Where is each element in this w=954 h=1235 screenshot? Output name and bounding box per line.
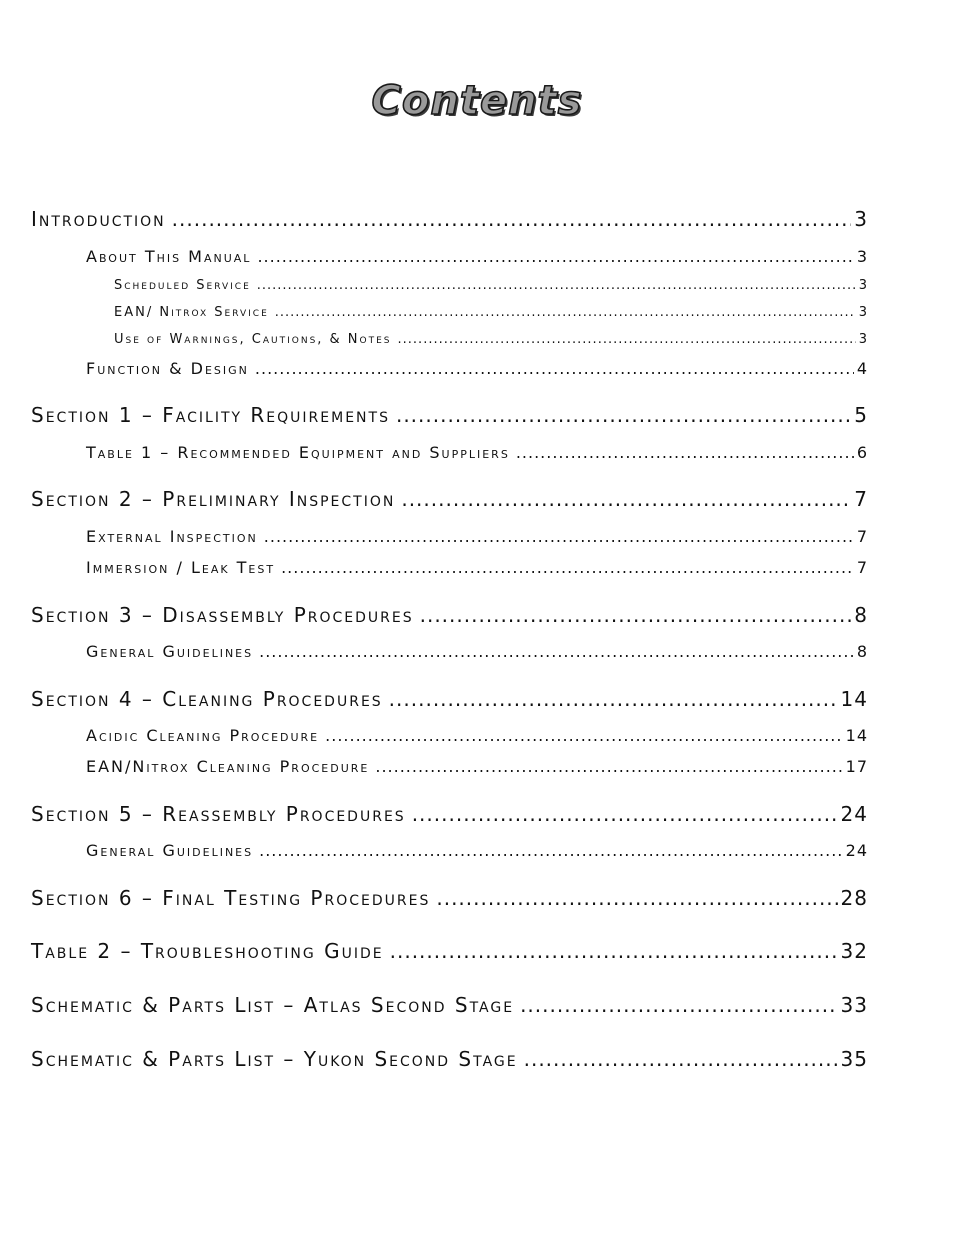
toc-entry-label: Schematic & Parts List – Atlas Second Stage	[31, 993, 515, 1017]
toc-entry-section-1[interactable]	[31, 405, 868, 425]
toc-entry-label: Section 3 – Disassembly Procedures	[31, 603, 414, 627]
toc-page-number: 6	[856, 443, 868, 462]
toc-entry-label: General Guidelines	[86, 642, 254, 661]
toc-page-number: 3	[856, 247, 868, 266]
dot-leader	[257, 249, 853, 265]
toc-entry-label: Schematic & Parts List – Yukon Second Stage	[31, 1047, 518, 1071]
dot-leader	[436, 888, 837, 908]
toc-entry-section-4[interactable]	[31, 689, 868, 709]
toc-entry-schematic-atlas[interactable]	[31, 995, 868, 1015]
toc-entry-label: Table 2 – Troubleshooting Guide	[31, 939, 384, 963]
toc-page-number: 8	[856, 642, 868, 661]
toc-entry-label: Section 5 – Reassembly Procedures	[31, 802, 406, 826]
dot-leader	[398, 333, 856, 346]
toc-page-number: 5	[854, 403, 868, 427]
toc-entry-general-guidelines-disassembly[interactable]	[86, 644, 868, 660]
toc-page-number: 17	[845, 757, 868, 776]
page-title: Contents	[371, 78, 583, 124]
toc-entry-warnings-cautions-notes[interactable]	[114, 333, 868, 346]
toc-entry-section-3[interactable]	[31, 605, 868, 625]
dot-leader	[259, 644, 854, 660]
dot-leader	[255, 361, 854, 377]
toc-entry-label: About This Manual	[86, 247, 252, 266]
toc-page-number: 7	[856, 558, 868, 577]
dot-leader	[275, 306, 856, 319]
toc-entry-external-inspection[interactable]	[86, 529, 868, 545]
toc-entry-immersion-leak-test[interactable]	[86, 560, 868, 576]
dot-leader	[281, 560, 854, 576]
toc-page-number: 7	[856, 527, 868, 546]
toc-page-number: 3	[858, 305, 868, 320]
toc-page-number: 28	[840, 886, 868, 910]
toc-entry-function-design[interactable]	[86, 361, 868, 377]
dot-leader	[375, 759, 842, 775]
toc-entry-label: General Guidelines	[86, 841, 254, 860]
toc-entry-label: Section 6 – Final Testing Procedures	[31, 886, 431, 910]
toc-entry-label: Section 1 – Facility Requirements	[31, 403, 390, 427]
toc-page-number: 3	[858, 278, 868, 293]
toc-entry-schematic-yukon[interactable]	[31, 1049, 868, 1069]
toc-entry-table-1[interactable]	[86, 445, 868, 461]
dot-leader	[389, 689, 838, 709]
toc-entry-section-5[interactable]	[31, 804, 868, 824]
dot-leader	[259, 843, 843, 859]
toc-entry-label: Scheduled Service	[114, 278, 251, 293]
dot-leader	[520, 995, 837, 1015]
toc-entry-general-guidelines-reassembly[interactable]	[86, 843, 868, 859]
toc-entry-label: Introduction	[31, 207, 166, 231]
toc-entry-scheduled-service[interactable]	[114, 279, 868, 292]
dot-leader	[325, 728, 843, 744]
toc-entry-label: Use of Warnings, Cautions, & Notes	[114, 332, 392, 347]
toc-page-number: 8	[854, 603, 868, 627]
dot-leader	[412, 804, 838, 824]
toc-entry-table-2[interactable]	[31, 941, 868, 961]
dot-leader	[420, 605, 852, 625]
toc-entry-introduction[interactable]	[31, 209, 868, 229]
toc-entry-acidic-cleaning[interactable]	[86, 728, 868, 744]
dot-leader	[524, 1049, 838, 1069]
toc-page-number: 3	[858, 332, 868, 347]
dot-leader	[401, 489, 851, 509]
toc-page-number: 24	[845, 841, 868, 860]
toc-page-number: 14	[845, 726, 868, 745]
toc-entry-label: Acidic Cleaning Procedure	[86, 726, 320, 745]
toc-entry-label: Section 4 – Cleaning Procedures	[31, 687, 383, 711]
toc-page-number: 32	[840, 939, 868, 963]
toc-page-number: 4	[856, 359, 868, 378]
toc-entry-label: Immersion / Leak Test	[86, 558, 276, 577]
toc-page-number: 14	[840, 687, 868, 711]
toc-entry-label: External Inspection	[86, 527, 258, 546]
dot-leader	[172, 209, 852, 229]
toc-page-number: 7	[854, 487, 868, 511]
toc-entry-nitrox-service[interactable]	[114, 306, 868, 319]
dot-leader	[516, 445, 854, 461]
toc-page-number: 33	[840, 993, 868, 1017]
toc-entry-label: EAN/ Nitrox Service	[114, 305, 269, 320]
toc-entry-section-6[interactable]	[31, 888, 868, 908]
dot-leader	[396, 405, 851, 425]
toc-page-number: 24	[840, 802, 868, 826]
toc-page-number: 35	[840, 1047, 868, 1071]
toc-entry-about-this-manual[interactable]	[86, 249, 868, 265]
dot-leader	[390, 941, 838, 961]
dot-leader	[257, 279, 856, 292]
toc-entry-label: EAN/Nitrox Cleaning Procedure	[86, 757, 370, 776]
toc-entry-label: Function & Design	[86, 359, 249, 378]
toc-entry-label: Table 1 – Recommended Equipment and Suppliers	[86, 443, 510, 462]
toc-entry-nitrox-cleaning[interactable]	[86, 759, 868, 775]
toc-page-number: 3	[854, 207, 868, 231]
toc-entry-section-2[interactable]	[31, 489, 868, 509]
toc-entry-label: Section 2 – Preliminary Inspection	[31, 487, 396, 511]
dot-leader	[264, 529, 854, 545]
